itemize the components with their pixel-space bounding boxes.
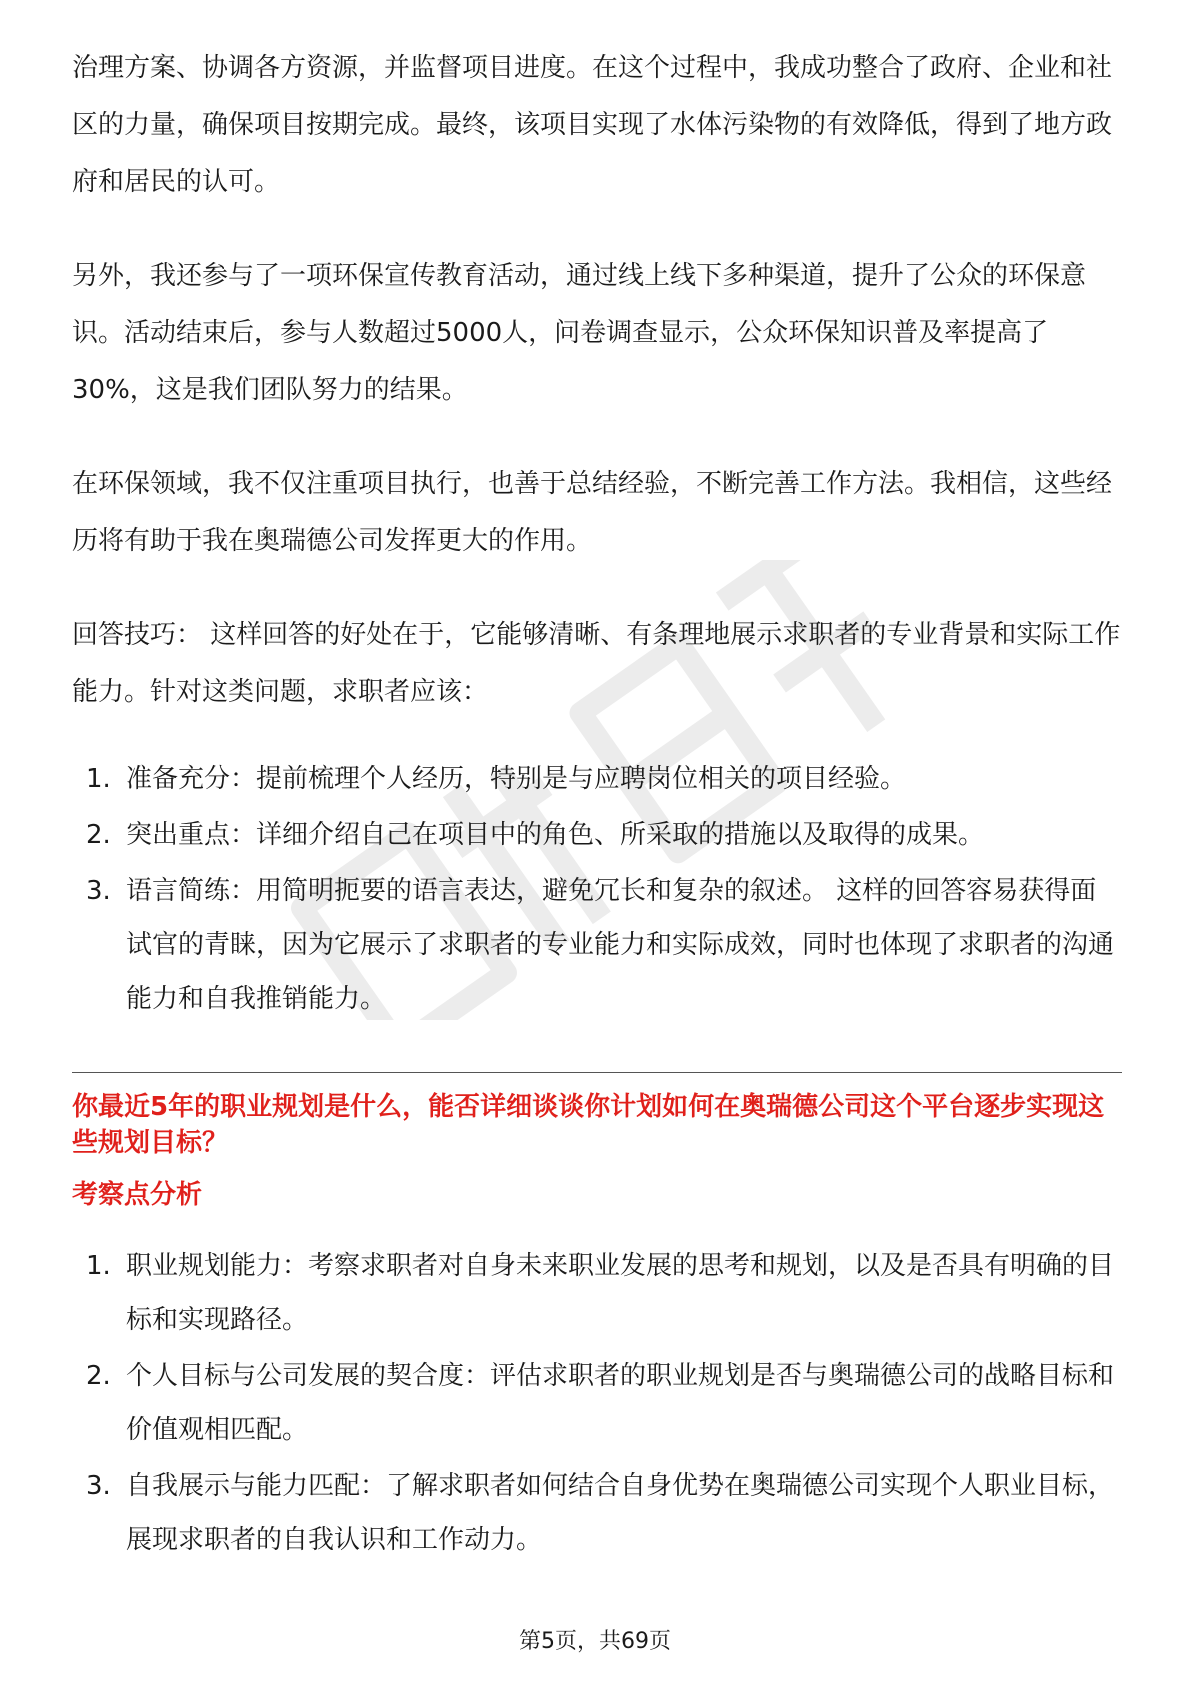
- document-page: [72, 40, 1122, 1569]
- list-item: [72, 1349, 1122, 1457]
- list-item: [72, 1239, 1122, 1347]
- list-number: 2.: [86, 820, 111, 850]
- list-text: 准备充分：提前梳理个人经历，特别是与应聘岗位相关的项目经验。: [126, 764, 907, 794]
- list-text: 个人目标与公司发展的契合度：评估求职者的职业规划是否与奥瑞德公司的战略目标和价值观相匹配。: [126, 1361, 1115, 1445]
- tips-list: [72, 752, 1122, 1026]
- interview-question: 你最近5年的职业规划是什么，能否详细谈谈你计划如何在奥瑞德公司这个平台逐步实现这些规划目标？: [72, 1092, 1105, 1158]
- list-item: [72, 864, 1122, 1026]
- page-footer: 第5页，共69页: [519, 1629, 671, 1654]
- list-item: [72, 808, 1122, 862]
- list-number: 1.: [86, 764, 111, 794]
- list-text: 语言简练：用简明扼要的语言表达，避免冗长和复杂的叙述。 这样的回答容易获得面试官的青睐，因为它展示了求职者的专业能力和实际成效，同时也体现了求职者的沟通能力和自我推销能力。: [126, 876, 1115, 1014]
- list-item: [72, 752, 1122, 806]
- list-text: 突出重点：详细介绍自己在项目中的角色、所采取的措施以及取得的成果。: [126, 820, 985, 850]
- paragraph-project-result: 治理方案、协调各方资源，并监督项目进度。在这个过程中，我成功整合了政府、企业和社区的力量，确保项目按期完成。最终，该项目实现了水体污染物的有效降低，得到了地方政府和居民的认可。: [72, 53, 1113, 197]
- list-number: 3.: [86, 1471, 111, 1501]
- list-item: [72, 1459, 1122, 1567]
- paragraph-education-activity: 另外，我还参与了一项环保宣传教育活动，通过线上线下多种渠道，提升了公众的环保意识。活动结束后，参与人数超过5000人，问卷调查显示，公众环保知识普及率提高了30%，这是我们团队努力的结果。: [72, 261, 1087, 405]
- list-text: 自我展示与能力匹配：了解求职者如何结合自身优势在奥瑞德公司实现个人职业目标，展现求职者的自我认识和工作动力。: [126, 1471, 1115, 1555]
- list-number: 2.: [86, 1361, 111, 1391]
- list-number: 1.: [86, 1251, 111, 1281]
- analysis-heading: 考察点分析: [72, 1180, 203, 1210]
- list-number: 3.: [86, 876, 111, 906]
- paragraph-summary: 在环保领域，我不仅注重项目执行，也善于总结经验，不断完善工作方法。我相信，这些经历将有助于我在奥瑞德公司发挥更大的作用。: [72, 469, 1113, 556]
- paragraph-answer-tips: 回答技巧： 这样回答的好处在于，它能够清晰、有条理地展示求职者的专业背景和实际工作能力。针对这类问题，求职者应该：: [72, 620, 1121, 707]
- list-text: 职业规划能力：考察求职者对自身未来职业发展的思考和规划，以及是否具有明确的目标和实现路径。: [126, 1251, 1115, 1335]
- analysis-list: [72, 1239, 1122, 1567]
